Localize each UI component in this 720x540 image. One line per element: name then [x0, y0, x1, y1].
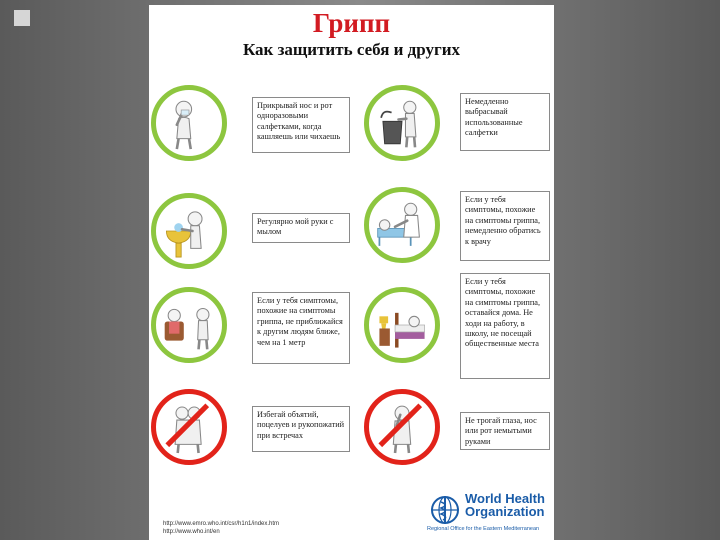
- doctor-visit-icon: [364, 187, 440, 263]
- poster-title: Грипп: [312, 8, 391, 38]
- who-emblem-icon: [427, 492, 463, 528]
- tip-hand-washing: Регулярно мой руки с мылом: [252, 213, 350, 243]
- who-logo: [427, 490, 552, 536]
- slide-corner-decoration: [14, 10, 30, 26]
- tip-no-face-touching: Не трогай глаза, нос или рот немытыми руками: [460, 412, 550, 450]
- flu-poster: [149, 5, 554, 540]
- footer-link[interactable]: http://www.emro.who.int/csr/h1n1/index.htm: [163, 521, 280, 527]
- footer-link[interactable]: http://www.who.int/en: [163, 529, 220, 535]
- tip-doctor-visit: Если у тебя симптомы, похожие на симптомы гриппа, немедленно обратись к врачу: [460, 191, 550, 261]
- stay-home-icon: [364, 287, 440, 363]
- tip-stay-home: Если у тебя симптомы, похожие на симптомы гриппа, оставайся дома. Не ходи на работу, в школу, не посещай общественные места: [460, 273, 550, 379]
- tip-no-hugging: Избегай объятий, поцелуев и рукопожатий при встречах: [252, 406, 350, 452]
- tip-trash-bin: Немедленно выбрасывай использованные салфетки: [460, 93, 550, 151]
- no-face-touching-icon: [364, 389, 440, 465]
- keep-distance-icon: [151, 287, 227, 363]
- tip-cover-mouth: Прикрывай нос и рот одноразовыми салфетками, когда кашляешь или чихаешь: [252, 97, 350, 153]
- poster-subtitle: Как защитить себя и других: [242, 40, 461, 59]
- who-region: Regional Office for the Eastern Mediterranean: [427, 526, 540, 532]
- hand-washing-icon: [151, 193, 227, 269]
- cover-mouth-icon: [151, 85, 227, 161]
- who-name: World Health Organization: [465, 491, 545, 519]
- footer-links: [163, 520, 279, 536]
- tip-keep-distance: Если у тебя симптомы, похожие на симптомы гриппа, не приближайся к другим людям ближе, чем на 1 метр: [252, 292, 350, 364]
- no-hugging-icon: [151, 389, 227, 465]
- trash-bin-icon: [364, 85, 440, 161]
